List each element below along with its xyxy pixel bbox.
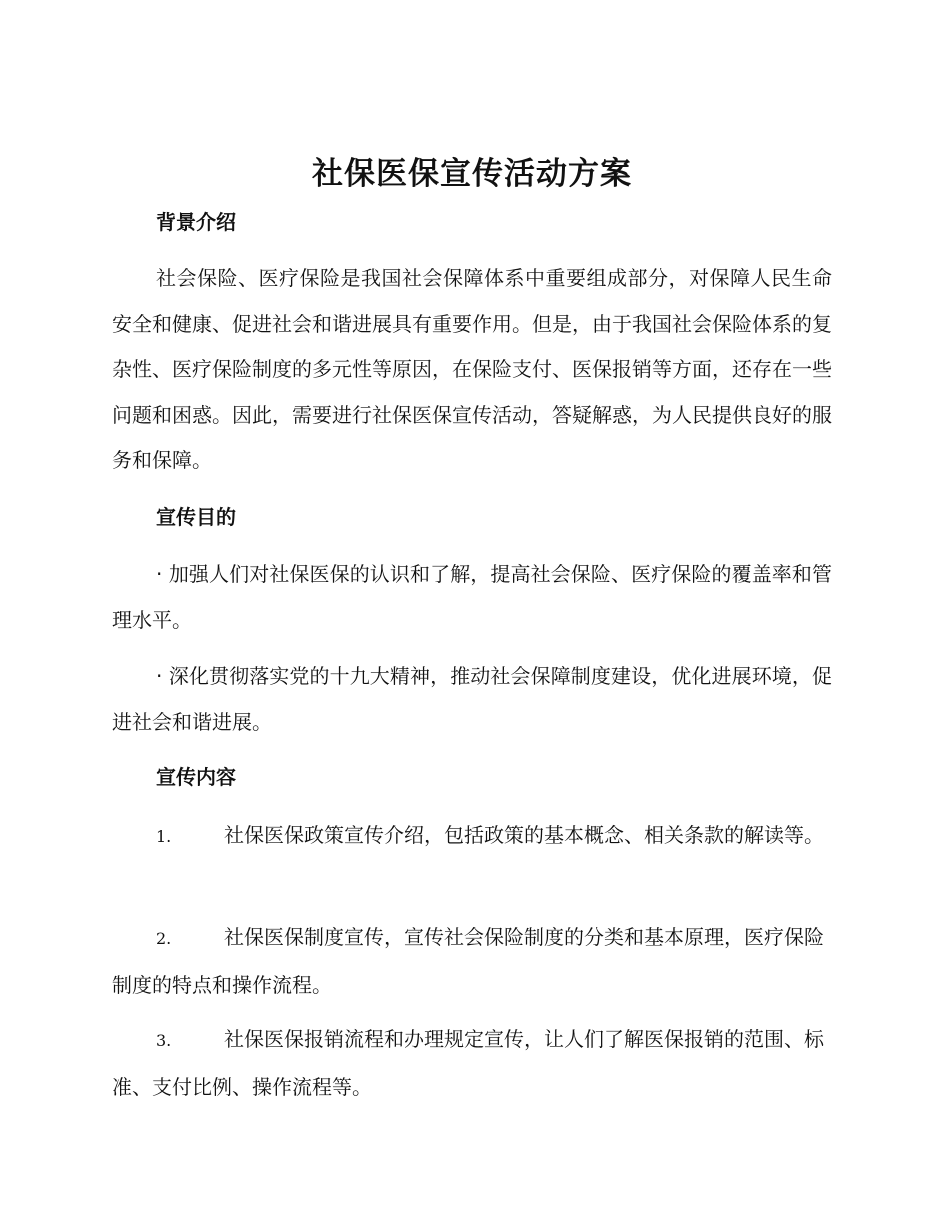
item-number: 3.	[156, 1031, 172, 1050]
item-text: 社保医保制度宣传，宣传社会保险制度的分类和基本原理，医疗保险制度的特点和操作流程。	[112, 925, 824, 997]
item-text: 社保医保政策宣传介绍，包括政策的基本概念、相关条款的解读等。	[224, 823, 824, 847]
item-number: 1.	[156, 827, 172, 846]
content-item-2	[112, 914, 832, 1008]
content-item-3	[112, 1016, 832, 1110]
page-title: 社保医保宣传活动方案	[312, 156, 632, 192]
purpose-item-1: · 加强人们对社保医保的认识和了解，提高社会保险、医疗保险的覆盖率和管理水平。	[112, 562, 832, 632]
heading-background: 背景介绍	[156, 210, 236, 234]
heading-content: 宣传内容	[156, 765, 236, 789]
heading-purpose: 宣传目的	[156, 505, 236, 529]
item-number: 2.	[156, 929, 172, 948]
purpose-item-2: · 深化贯彻落实党的十九大精神，推动社会保障制度建设，优化进展环境，促进社会和谐进展。	[112, 664, 832, 734]
item-text: 社保医保报销流程和办理规定宣传，让人们了解医保报销的范围、标准、支付比例、操作流程等。	[112, 1027, 824, 1099]
content-item-1	[112, 812, 832, 860]
paragraph-background: 社会保险、医疗保险是我国社会保障体系中重要组成部分，对保障人民生命安全和健康、促进社会和谐进展具有重要作用。但是，由于我国社会保险体系的复杂性、医疗保险制度的多元性等原因，在保险支付、医保报销等方面，还存在一些问题和困惑。因此，需要进行社保医保宣传活动，答疑解惑，为人民提供良好的服务和保障。	[112, 266, 832, 472]
